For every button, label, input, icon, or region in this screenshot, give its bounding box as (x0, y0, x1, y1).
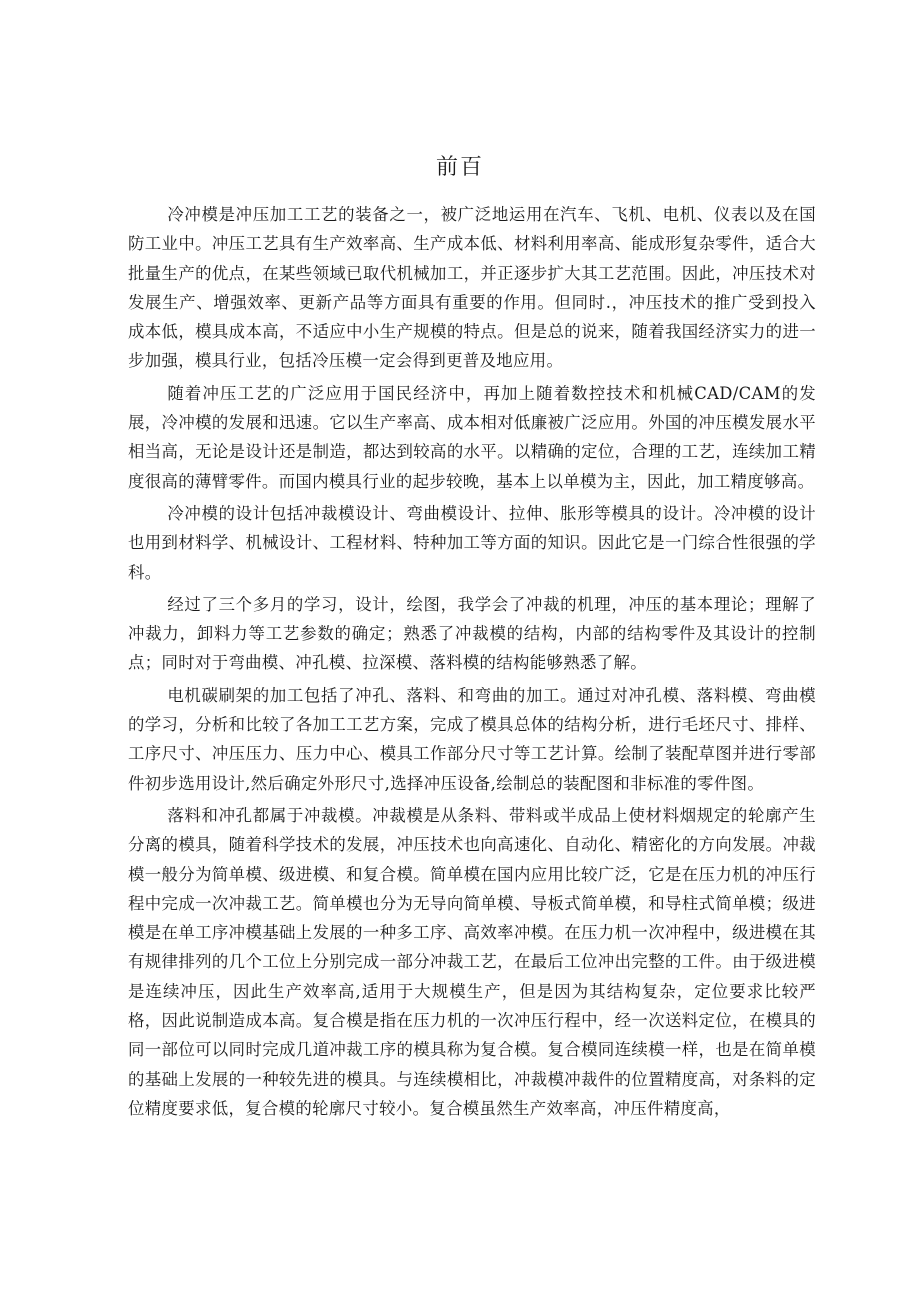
paragraph-1: 冷冲模是冲压加工工艺的装备之一，被广泛地运用在汽车、飞机、电机、仪表以及在国防工业中。冲压工艺具有生产效率高、生产成本低、材料利用率高、能成形复杂零件，适合大批量生产的优点，在某些领域已取代机械加工，并正逐步扩大其工艺范围。因此，冲压技术对发展生产、增强效率、更新产品等方面具有重要的作用。但同时.，冲压技术的推广受到投入成本低，模具成本高，不适应中小生产规模的特点。但是总的说来，随着我国经济实力的进一步加强，模具行业，包括冷压模一定会得到更普及地应用。 (128, 205, 816, 371)
paragraph-6: 落料和冲孔都属于冲裁模。冲裁模是从条料、带料或半成品上使材料烟规定的轮廓产生分离的模具，随着科学技术的发展，冲压技术也向高速化、自动化、精密化的方向发展。冲裁模一般分为简单模、级进模、和复合模。简单模在国内应用比较广泛，它是在压力机的冲压行程中完成一次冲裁工艺。简单模也分为无导向简单模、导板式简单模，和导柱式简单模；级进模是在单工序冲模基础上发展的一种多工序、高效率冲模。在压力机一次冲程中，级进模在其有规律排列的几个工位上分别完成一部分冲裁工艺，在最后工位冲出完整的工件。由于级进模是连续冲压，因此生产效率高,适用于大规模生产，但是因为其结构复杂，定位要求比较严格，因此说制造成本高。复合模是指在压力机的一次冲压行程中，经一次送料定位，在模具的同一部位可以同时完成几道冲裁工序的模具称为复合模。复合模同连续模一样，也是在简单模的基础上发展的一种较先进的模具。与连续模相比，冲裁模冲裁件的位置精度高，对条料的定位精度要求低，复合模的轮廓尺寸较小。复合模虽然生产效率高，冲压件精度高， (128, 805, 816, 1118)
body-text (128, 200, 816, 1126)
page-title: 前百 (435, 155, 484, 180)
paragraph-2: 随着冲压工艺的广泛应用于国民经济中，再加上随着数控技术和机械CAD/CAM的发展，冷冲模的发展和迅速。它以生产率高、成本相对低廉被广泛应用。外国的冲压模发展水平相当高，无论是设计还是制造，都达到较高的水平。以精确的定位，合理的工艺，连续加工精度很高的薄臂零件。而国内模具行业的起步较晚，基本上以单模为主，因此，加工精度够高。 (128, 383, 816, 491)
paragraph-3: 冷冲模的设计包括冲裁模设计、弯曲模设计、拉伸、胀形等模具的设计。冷冲模的设计也用到材料学、机械设计、工程材料、特种加工等方面的知识。因此它是一门综合性很强的学科。 (128, 503, 816, 582)
paragraph-4: 经过了三个多月的学习，设计，绘图，我学会了冲裁的机理，冲压的基本理论；理解了冲裁力，卸料力等工艺参数的确定；熟悉了冲裁模的结构，内部的结构零件及其设计的控制点；同时对于弯曲模、冲孔模、拉深模、落料模的结构能够熟悉了解。 (128, 594, 816, 673)
paragraph-5: 电机碳刷架的加工包括了冲孔、落料、和弯曲的加工。通过对冲孔模、落料模、弯曲模的学习，分析和比较了各加工工艺方案，完成了模具总体的结构分析，进行毛坯尺寸、排样、工序尺寸、冲压压力、压力中心、模具工作部分尺寸等工艺计算。绘制了装配草图并进行零部件初步选用设计,然后确定外形尺寸,选择冲压设备,绘制总的装配图和非标准的零件图。 (128, 685, 816, 793)
